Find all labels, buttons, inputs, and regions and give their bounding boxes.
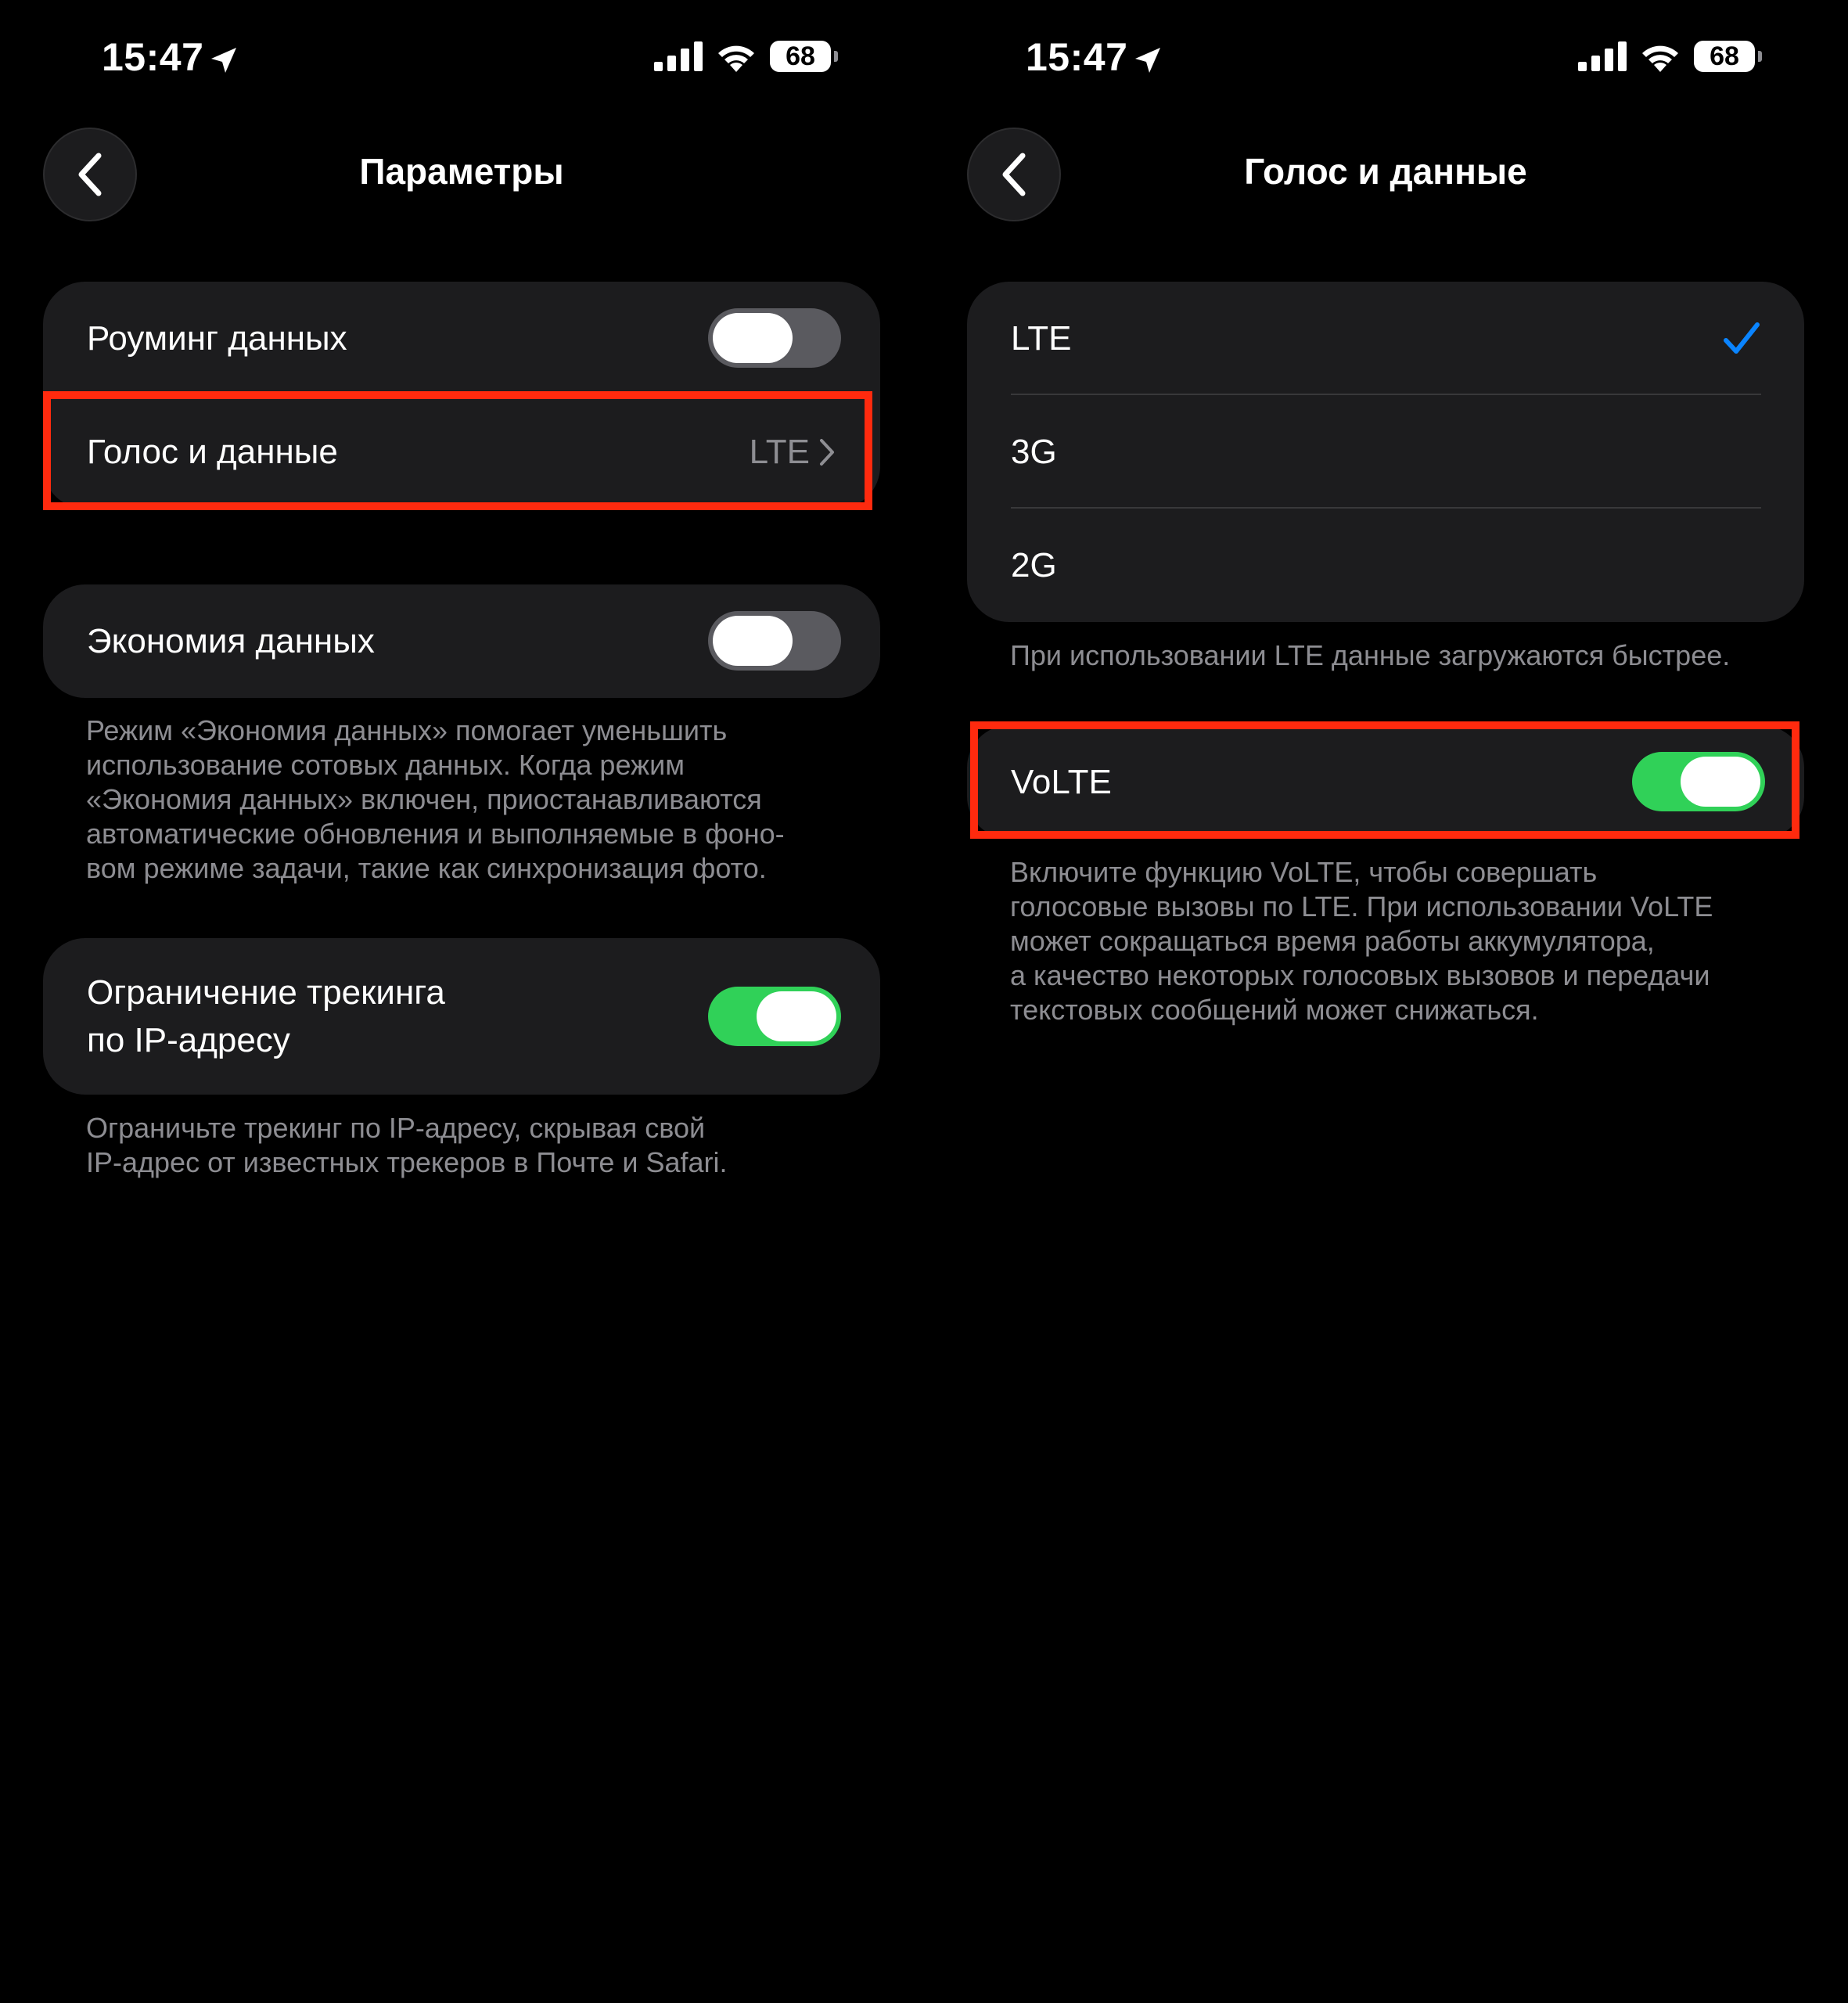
option-3g-row[interactable] <box>967 395 1804 509</box>
options-footer: При использовании LTE данные загружаются быстрее. <box>1010 639 1731 671</box>
page-title: Голос и данные <box>1244 151 1527 192</box>
status-bar-time: 15:47 <box>1026 34 1163 80</box>
data-saver-toggle[interactable] <box>708 611 841 671</box>
status-bar-icons <box>1578 41 1755 72</box>
cellular-signal-icon <box>654 41 703 71</box>
highlight-box-voice-data <box>43 391 872 510</box>
option-2g-label: 2G <box>1011 545 1057 584</box>
back-button[interactable] <box>967 128 1061 221</box>
volte-footer: Включите функцию VoLTE, чтобы совершать голосовые вызовы по LTE. При использовании VoLTE может сокращаться время работы аккумулятора, а качество некоторых голосовых вызовов и передачи текстовых сообщений может снижаться. <box>1010 856 1713 1026</box>
wifi-icon <box>715 41 757 72</box>
chevron-left-icon <box>77 153 103 196</box>
data-saver-group <box>43 584 880 698</box>
wifi-icon <box>1639 41 1681 72</box>
voice-data-label: Голос и данные <box>87 432 338 471</box>
option-lte-label: LTE <box>1011 318 1072 358</box>
location-arrow-icon <box>1132 44 1163 77</box>
data-roaming-label: Роуминг данных <box>87 318 347 358</box>
data-saver-row <box>43 584 880 698</box>
status-bar-icons <box>654 41 831 72</box>
ip-tracking-group <box>43 938 880 1095</box>
status-bar-time: 15:47 <box>102 34 239 80</box>
data-saver-footer: Режим «Экономия данных» помогает уменьшить использование сотовых данных. Когда режим «Экономия данных» включен, приостанавливаются автоматические обновления и выполняемые в фоно- вом режиме задачи, такие как синхронизация фото. <box>86 714 785 884</box>
volte-label: VoLTE <box>1011 762 1112 801</box>
network-options-group <box>967 282 1804 622</box>
ip-tracking-footer: Ограничьте трекинг по IP-адресу, скрывая свой IP-адрес от известных трекеров в Почте и Safari. <box>86 1112 728 1178</box>
page-title: Параметры <box>359 151 564 192</box>
battery-icon: 68 <box>770 41 831 72</box>
ip-tracking-toggle[interactable] <box>708 987 841 1046</box>
location-arrow-icon <box>208 44 239 77</box>
option-3g-label: 3G <box>1011 432 1057 471</box>
battery-icon: 68 <box>1694 41 1755 72</box>
data-saver-label: Экономия данных <box>87 621 375 660</box>
ip-tracking-row <box>43 938 880 1095</box>
option-2g-row[interactable] <box>967 509 1804 622</box>
checkmark-icon <box>1723 322 1760 356</box>
back-button[interactable] <box>43 128 137 221</box>
chevron-left-icon <box>1001 153 1027 196</box>
option-lte-row[interactable] <box>967 282 1804 395</box>
highlight-box-volte <box>970 721 1799 839</box>
ip-tracking-label: Ограничение трекинга по IP-адресу <box>87 973 445 1059</box>
voice-data-value: LTE <box>749 432 810 471</box>
data-roaming-toggle[interactable] <box>708 308 841 368</box>
cellular-signal-icon <box>1578 41 1627 71</box>
right-screen <box>924 0 1848 2003</box>
data-roaming-row <box>43 282 880 395</box>
